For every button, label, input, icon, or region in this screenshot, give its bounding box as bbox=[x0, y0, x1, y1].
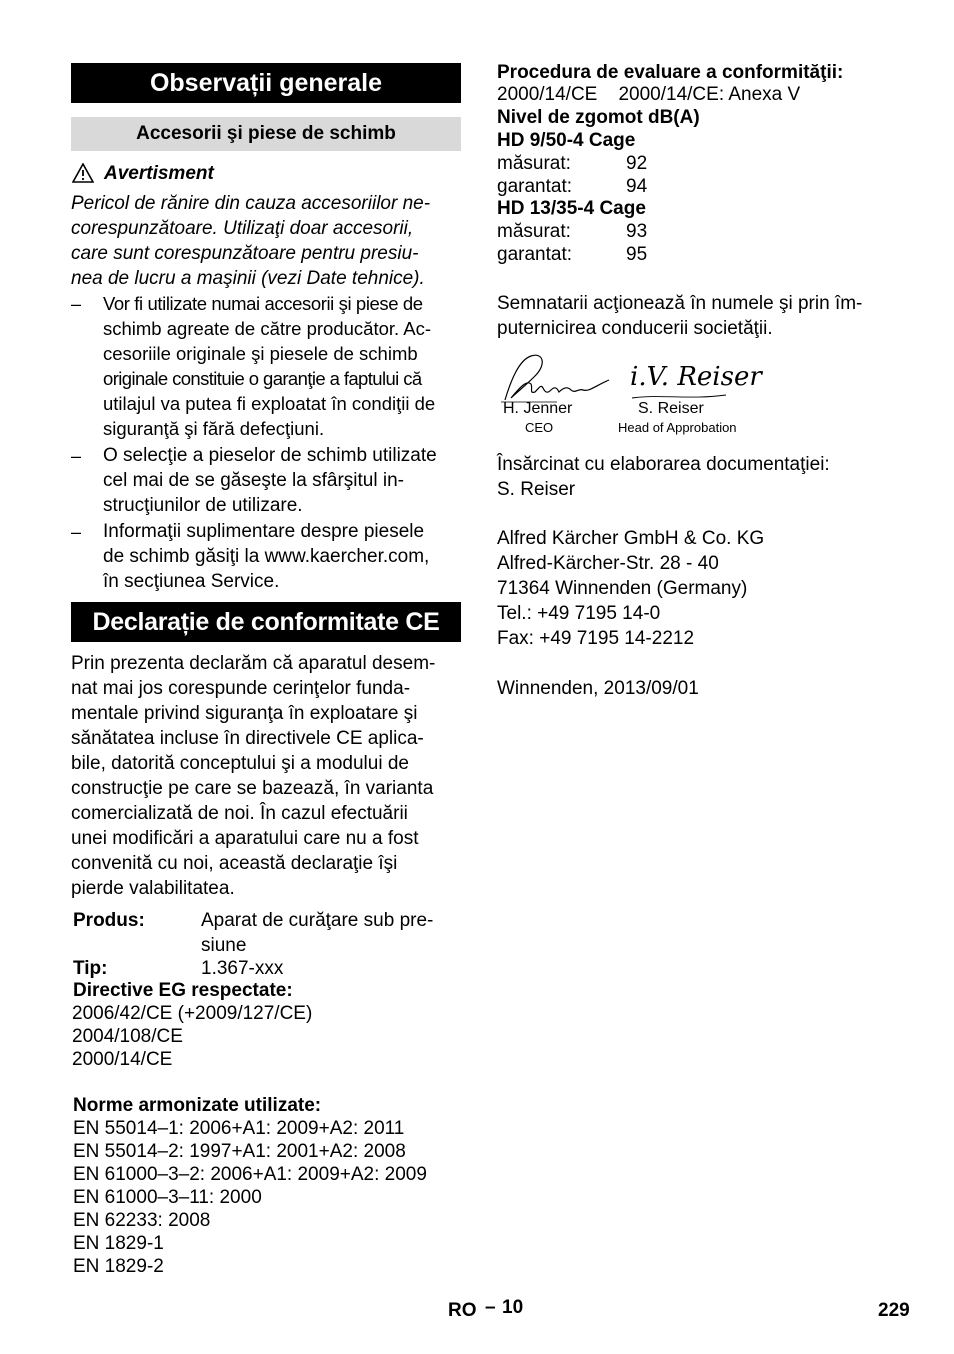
product-value: siune bbox=[201, 935, 247, 956]
procedure-value: 2000/14/CE 2000/14/CE: Anexa V bbox=[497, 84, 801, 105]
warning-line: care sunt corespunzătoare pentru presiu- bbox=[71, 243, 419, 264]
section-title-ce-declaration: Declarație de conformitate CE bbox=[71, 602, 461, 642]
bullet-line: utilajul va putea fi exploatat în condiţii de bbox=[103, 393, 436, 414]
measured-value: 93 bbox=[626, 221, 648, 242]
measured-label: măsurat: bbox=[497, 153, 571, 174]
declaration-line: comercializată de noi. În cazul efectuării bbox=[71, 803, 408, 824]
documentation-line: Însărcinat cu elaborarea documentaţiei: bbox=[497, 454, 830, 475]
declaration-line: pierde valabilitatea. bbox=[71, 878, 235, 899]
warning-label: Avertisment bbox=[104, 163, 214, 184]
subsection-title-accessories: Accesorii şi piese de schimb bbox=[71, 117, 461, 151]
norm-item: EN 62233: 2008 bbox=[73, 1210, 211, 1231]
bullet-line: siguranţă şi fără defecţiuni. bbox=[103, 418, 325, 439]
guaranteed-label: garantat: bbox=[497, 176, 572, 197]
bullet-line: Vor fi utilizate numai accesorii şi piese de bbox=[103, 293, 423, 314]
warning-line: nea de lucru a maşinii (vezi Date tehnice). bbox=[71, 268, 425, 289]
address-line: Alfred Kärcher GmbH & Co. KG bbox=[497, 528, 765, 549]
model-name: HD 13/35-4 Cage bbox=[497, 198, 646, 219]
norm-item: EN 55014–1: 2006+A1: 2009+A2: 2011 bbox=[73, 1118, 405, 1139]
bullet-line: cel mai de se găseşte la sfârşitul in- bbox=[103, 470, 404, 491]
signature-reiser-image: i.V. Reiser bbox=[630, 362, 762, 392]
measured-value: 92 bbox=[626, 153, 648, 174]
bullet-dash: – bbox=[71, 522, 82, 542]
declaration-line: construcţie pe care se bazează, în varianta bbox=[71, 778, 434, 799]
place-date: Winnenden, 2013/09/01 bbox=[497, 678, 699, 699]
bullet-line: Informaţii suplimentare despre piesele bbox=[103, 521, 425, 542]
norm-item: EN 61000–3–2: 2006+A1: 2009+A2: 2009 bbox=[73, 1164, 427, 1185]
warning-line: Pericol de rănire din cauza accesoriilor ne- bbox=[71, 193, 431, 214]
bullet-line: O selecţie a pieselor de schimb utilizate bbox=[103, 445, 437, 466]
guaranteed-value: 94 bbox=[626, 176, 648, 197]
address-line: Alfred-Kärcher-Str. 28 - 40 bbox=[497, 553, 719, 574]
signature-name-jenner: H. Jenner bbox=[503, 400, 573, 417]
directive-item: 2000/14/CE bbox=[72, 1049, 173, 1070]
declaration-line: nat mai jos corespunde cerinţelor funda- bbox=[71, 678, 411, 699]
declaration-line: sănătatea incluse în directivele CE aplica- bbox=[71, 728, 424, 749]
type-value: 1.367-xxx bbox=[201, 958, 284, 979]
directive-item: 2004/108/CE bbox=[72, 1026, 183, 1047]
product-label: Produs: bbox=[73, 910, 145, 931]
declaration-line: convenită cu noi, această declaraţie îşi bbox=[71, 853, 398, 874]
signature-name-reiser: S. Reiser bbox=[638, 400, 704, 417]
bullet-line: originale constituie o garanţie a faptului că bbox=[103, 368, 422, 389]
signatories-line: puternicirea conducerii societăţii. bbox=[497, 318, 773, 339]
bullet-line[interactable]: de schimb găsiţi la www.kaercher.com, bbox=[103, 546, 430, 567]
guaranteed-label: garantat: bbox=[497, 244, 572, 265]
page-footer bbox=[0, 1296, 954, 1326]
declaration-line: unei modificări a aparatului care nu a fost bbox=[71, 828, 419, 849]
procedure-label: Procedura de evaluare a conformităţii: bbox=[497, 62, 844, 83]
address-line: 71364 Winnenden (Germany) bbox=[497, 578, 748, 599]
bullet-dash: – bbox=[71, 294, 82, 314]
address-line: Tel.: +49 7195 14-0 bbox=[497, 603, 661, 624]
norm-item: EN 61000–3–11: 2000 bbox=[73, 1187, 262, 1208]
directives-label: Directive EG respectate: bbox=[73, 980, 293, 1001]
measured-label: măsurat: bbox=[497, 221, 571, 242]
declaration-line: Prin prezenta declarăm că aparatul desem- bbox=[71, 653, 436, 674]
declaration-line: bile, datorită conceptului şi a modului de bbox=[71, 753, 409, 774]
bullet-line: strucţiunilor de utilizare. bbox=[103, 495, 303, 516]
signatories-line: Semnatarii acţionează în numele şi prin îm- bbox=[497, 293, 863, 314]
bullet-list bbox=[71, 292, 471, 602]
bullet-dash: – bbox=[71, 446, 82, 466]
bullet-line: schimb agreate de către producător. Ac- bbox=[103, 318, 432, 339]
address-line: Fax: +49 7195 14-2212 bbox=[497, 628, 695, 649]
type-label: Tip: bbox=[73, 958, 108, 979]
footer-language: RO bbox=[448, 1300, 477, 1321]
norm-item: EN 55014–2: 1997+A1: 2001+A2: 2008 bbox=[73, 1141, 406, 1162]
footer-dash: – bbox=[485, 1297, 496, 1318]
model-name: HD 9/50-4 Cage bbox=[497, 130, 636, 151]
signature-role-reiser: Head of Approbation bbox=[618, 420, 737, 435]
warning-line: corespunzătoare. Utilizaţi doar accesorii, bbox=[71, 218, 414, 239]
warning-triangle-icon bbox=[72, 163, 94, 183]
norm-item: EN 1829-1 bbox=[73, 1233, 164, 1254]
product-value: Aparat de curăţare sub pre- bbox=[201, 910, 434, 931]
footer-page-number: 229 bbox=[878, 1300, 910, 1321]
noise-label: Nivel de zgomot dB(A) bbox=[497, 107, 700, 128]
footer-page-local: 10 bbox=[502, 1297, 524, 1318]
bullet-line: în secţiunea Service. bbox=[103, 571, 280, 592]
signature-block bbox=[497, 350, 762, 440]
norm-item: EN 1829-2 bbox=[73, 1256, 164, 1277]
signature-role-jenner: CEO bbox=[525, 420, 554, 435]
directive-item: 2006/42/CE (+2009/127/CE) bbox=[72, 1003, 313, 1024]
norms-label: Norme armonizate utilizate: bbox=[73, 1095, 322, 1116]
section-title-general-notes: Observații generale bbox=[71, 63, 461, 103]
declaration-line: mentale privind siguranţa în exploatare şi bbox=[71, 703, 418, 724]
guaranteed-value: 95 bbox=[626, 244, 648, 265]
documentation-line: S. Reiser bbox=[497, 479, 576, 500]
bullet-line: cesoriile originale şi piesele de schimb bbox=[103, 343, 418, 364]
